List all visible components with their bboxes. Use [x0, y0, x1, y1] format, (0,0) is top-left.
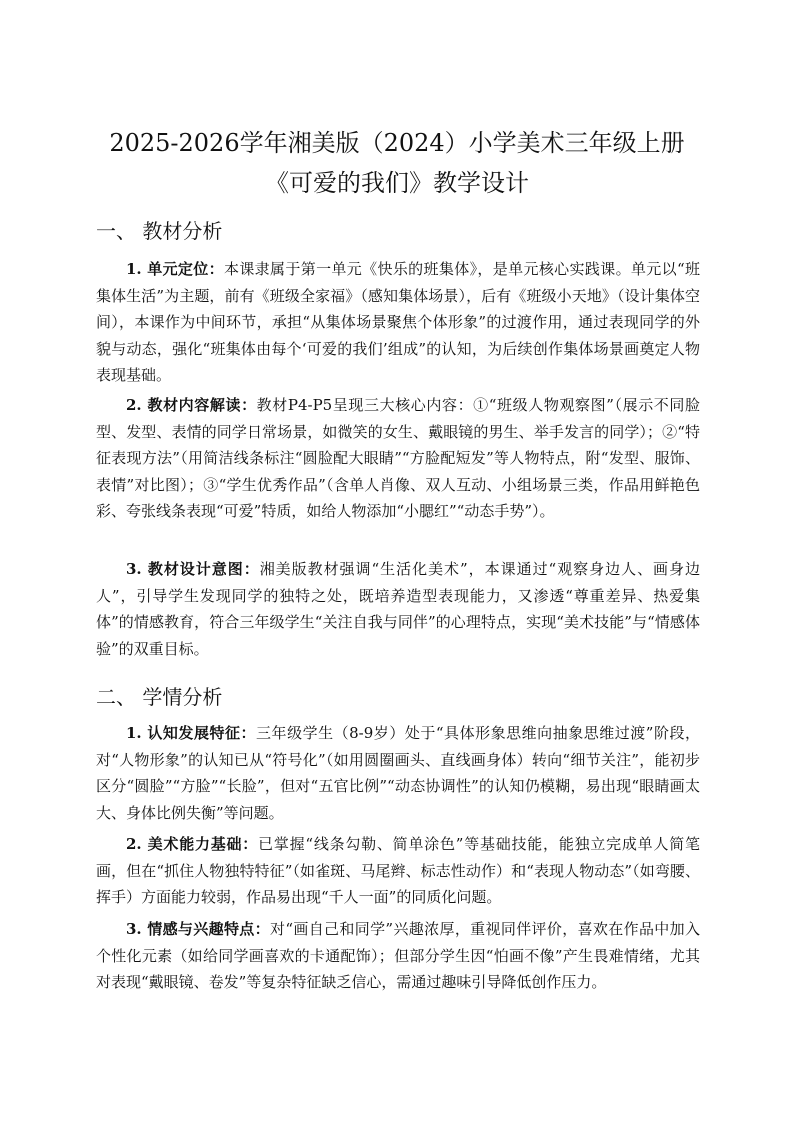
paragraph-unit-positioning [96, 256, 700, 384]
section-heading-student-analysis: 二、 学情分析 [96, 685, 223, 709]
paragraph-emotion-interest [96, 916, 700, 1022]
paragraph-label: 3. 教材设计意图： [126, 560, 260, 578]
document-title-line-1: 2025-2026学年湘美版（2024）小学美术三年级上册 [109, 129, 685, 157]
paragraph-text: 已掌握“线条勾勒、简单涂色”等基础技能，能独立完成单人简笔画，但在“抓住人物独特特征”（如雀斑、马尾辫、标志性动作）和“表现人物动态”（如弯腰、挥手）方面能力较弱，作品易出现“千人一面”的同质化问题。 [96, 835, 700, 907]
paragraph-art-ability [96, 831, 700, 911]
section-heading-textbook-analysis: 一、 教材分析 [96, 219, 223, 243]
paragraph-design-intent [96, 556, 700, 660]
paragraph-cognitive-features [96, 720, 700, 824]
paragraph-label: 2. 美术能力基础： [126, 835, 259, 853]
document-title-line-2: 《可爱的我们》教学设计 [265, 169, 529, 197]
paragraph-text: 本课隶属于第一单元《快乐的班集体》，是单元核心实践课。单元以“班集体生活”为主题，前有《班级全家福》（感知集体场景），后有《班级小天地》（设计集体空间），本课作为中间环节，承担“从集体场景聚焦个体形象”的过渡作用，通过表现同学的外貌与动态，强化“班集体由每个‘可爱的我们’组成”的认知，为后续创作集体场景画奠定人物表现基础。 [96, 260, 700, 384]
paragraph-label: 1. 单元定位： [126, 260, 224, 278]
paragraph-text: 教材P4-P5呈现三大核心内容：①“班级人物观察图”（展示不同脸型、发型、表情的同学日常场景，如微笑的女生、戴眼镜的男生、举手发言的同学）；②“特征表现方法”（用简洁线条标注“圆脸配大眼睛”“方脸配短发”等人物特点，附“发型、服饰、表情”对比图）；③“学生优秀作品”（含单人肖像、双人互动、小组场景三类，作品用鲜艳色彩、夸张线条表现“可爱”特质，如给人物添加“小腮红”“动态手势”）。 [96, 396, 700, 521]
paragraph-text: 三年级学生（8-9岁）处于“具体形象思维向抽象思维过渡”阶段，对“人物形象”的认知已从“符号化”（如用圆圈画头、直线画身体）转向“细节关注”，能初步区分“圆脸”“方脸”“长脸”，但对“五官比例”“动态协调性”的认知仍模糊，易出现“眼睛画太大、身体比例失衡”等问题。 [96, 724, 700, 822]
paragraph-text: 对“画自己和同学”兴趣浓厚，重视同伴评价，喜欢在作品中加入个性化元素（如给同学画喜欢的卡通配饰）；但部分学生因“怕画不像”产生畏难情绪，尤其对表现“戴眼镜、卷发”等复杂特征缺乏信心，需通过趣味引导降低创作压力。 [96, 920, 700, 992]
paragraph-label: 3. 情感与兴趣特点： [126, 920, 270, 938]
paragraph-label: 2. 教材内容解读： [126, 396, 257, 414]
paragraph-label: 1. 认知发展特征： [126, 724, 257, 742]
paragraph-text: 湘美版教材强调“生活化美术”，本课通过“观察身边人、画身边人”，引导学生发现同学的独特之处，既培养造型表现能力，又渗透“尊重差异、热爱集体”的情感教育，符合三年级学生“关注自我与同伴”的心理特点，实现“美术技能”与“情感体验”的双重目标。 [96, 560, 700, 658]
paragraph-content-interpretation [96, 392, 700, 548]
